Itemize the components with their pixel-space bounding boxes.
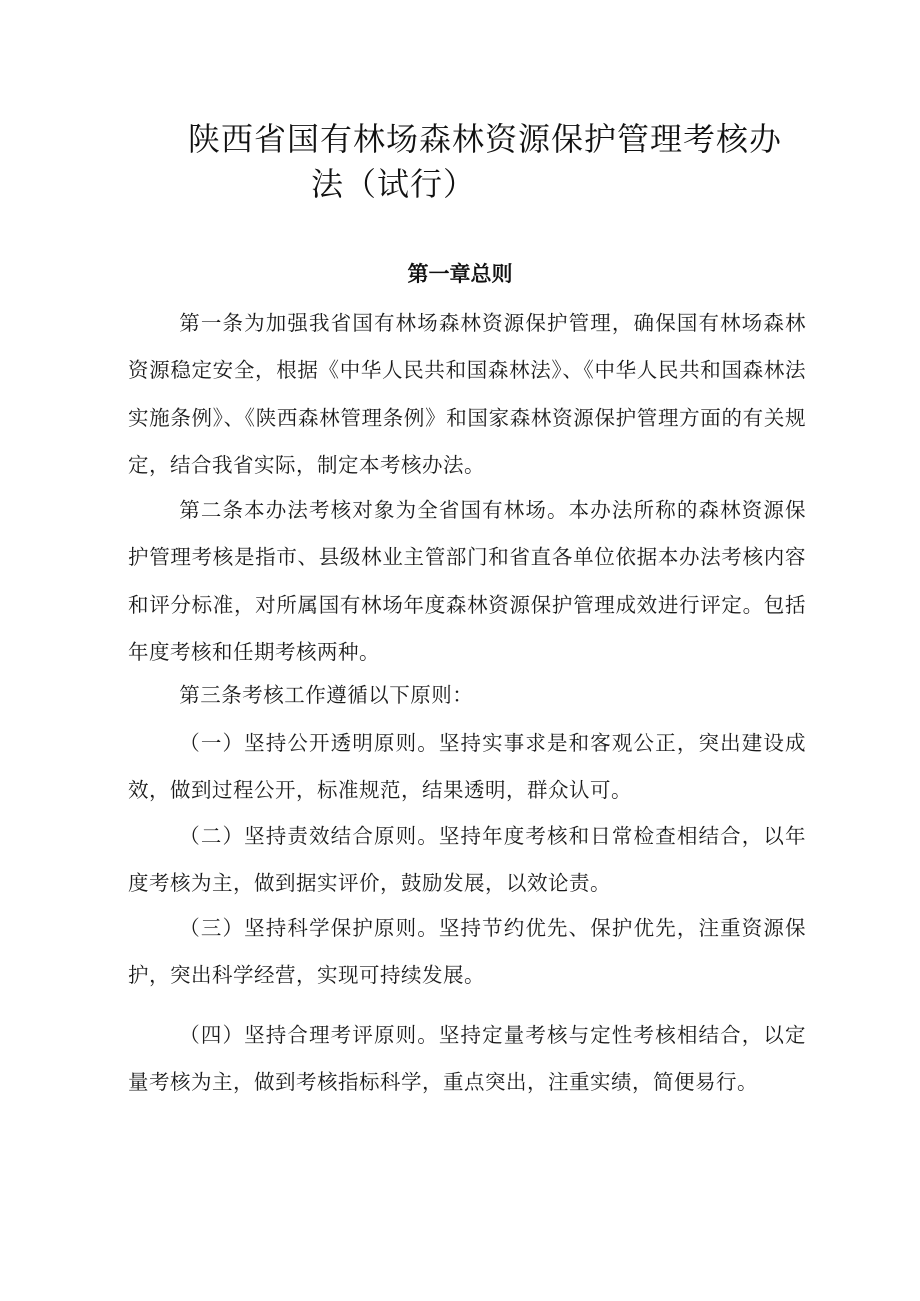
document-title-line-2: 法（试行） (311, 165, 477, 203)
principle-3-paragraph: （三）坚持科学保护原则。坚持节约优先、保护优先，注重资源保护，突出科学经营，实现可持续发展。 (128, 916, 806, 988)
article-2-paragraph: 第二条本办法考核对象为全省国有林场。本办法所称的森林资源保护管理考核是指市、县级林业主管部门和省直各单位依据本办法考核内容和评分标准，对所属国有林场年度森林资源保护管理成效进行评定。包括年度考核和任期考核两种。 (128, 498, 806, 664)
article-1-paragraph: 第一条为加强我省国有林场森林资源保护管理，确保国有林场森林资源稳定安全，根据《中华人民共和国森林法》、《中华人民共和国森林法实施条例》、《陕西森林管理条例》和国家森林资源保护管理方面的有关规定，结合我省实际，制定本考核办法。 (128, 311, 806, 477)
chapter-heading: 第一章总则 (407, 262, 513, 286)
principle-4-paragraph: （四）坚持合理考评原则。坚持定量考核与定性考核相结合，以定量考核为主，做到考核指标科学，重点突出，注重实绩，简便易行。 (128, 1023, 806, 1095)
principle-1-paragraph: （一）坚持公开透明原则。坚持实事求是和客观公正，突出建设成效，做到过程公开，标准规范，结果透明，群众认可。 (128, 731, 806, 803)
article-3-paragraph: 第三条考核工作遵循以下原则： (179, 683, 474, 707)
principle-2-paragraph: （二）坚持责效结合原则。坚持年度考核和日常检查相结合，以年度考核为主，做到据实评价，鼓励发展，以效论责。 (128, 824, 806, 896)
document-title-line-1: 陕西省国有林场森林资源保护管理考核办 (188, 120, 783, 158)
